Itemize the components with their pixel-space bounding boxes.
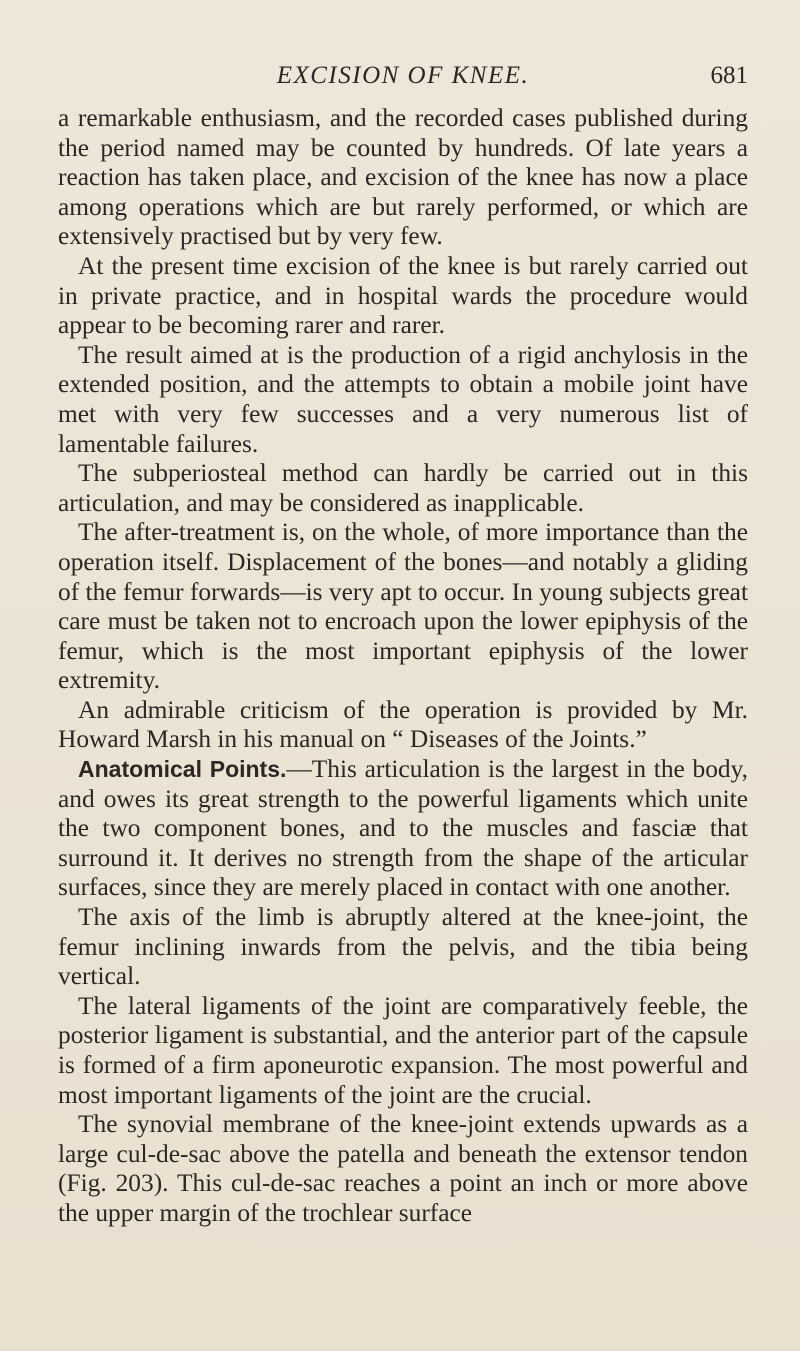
paragraph-anatomical-points: [58, 755, 748, 903]
page-number: 681: [710, 62, 748, 89]
page-header: [58, 62, 748, 96]
paragraph-synovial: The synovial membrane of the knee-joint extends upwards as a large cul-de-sac above the patella and beneath the extensor tendon (Fig. 203). This cul-de-sac reaches a point an inch or more above the upper margin of the trochlear surface: [58, 1110, 748, 1227]
paragraph-axis: The axis of the limb is abruptly altered at the knee-joint, the femur inclining inwards from the pelvis, and the tibia being vertical.: [58, 903, 748, 991]
paragraph-continuation: a remarkable enthusiasm, and the recorded cases published during the period named may be counted by hundreds. Of late years a reaction has taken place, and excision of the knee has now a place among operations which are but rarely performed, or which are extensively practised but by very few.: [58, 104, 748, 251]
paragraph-result-aimed: The result aimed at is the production of a rigid anchylosis in the extended position, and the attempts to obtain a mobile joint have met with very few successes and a very numerous list of lamentable failures.: [58, 340, 748, 458]
section-lead-text: —This articulation is the largest in the body, and owes its great strength to the powerful ligaments which unite the two component bones, and to the muscles and fasciæ that surround it. It derives no strength from the shape of the articular surfaces, since they are merely placed in contact with one another.: [58, 755, 748, 902]
paragraph-criticism: An admirable criticism of the operation is provided by Mr. Howard Marsh in his manual on “ Diseases of the Joints.”: [58, 695, 748, 754]
paragraph-ligaments: The lateral ligaments of the joint are comparatively feeble, the posterior ligament is substantial, and the anterior part of the capsule is formed of a firm aponeurotic expansion. The most powerful and most important ligaments of the joint are the crucial.: [58, 991, 748, 1109]
paragraph-subperiosteal: The subperiosteal method can hardly be carried out in this articulation, and may be considered as inapplicable.: [58, 459, 748, 517]
body-text: [58, 104, 748, 1229]
paragraph-private-practice: At the present time excision of the knee is but rarely carried out in private practice, and in hospital wards the procedure would appear to be becoming rarer and rarer.: [58, 251, 748, 340]
section-heading: Anatomical Points.: [78, 756, 287, 783]
paragraph-after-treatment: The after-treatment is, on the whole, of more importance than the operation itself. Displacement of the bones—and notably a gliding of the femur forwards—is very apt to occur. In young subjects great care must be taken not to encroach upon the lower epiphysis of the femur, which is the most important epiphysis of the lower extremity.: [58, 518, 748, 695]
running-title: EXCISION OF KNEE.: [276, 62, 530, 89]
